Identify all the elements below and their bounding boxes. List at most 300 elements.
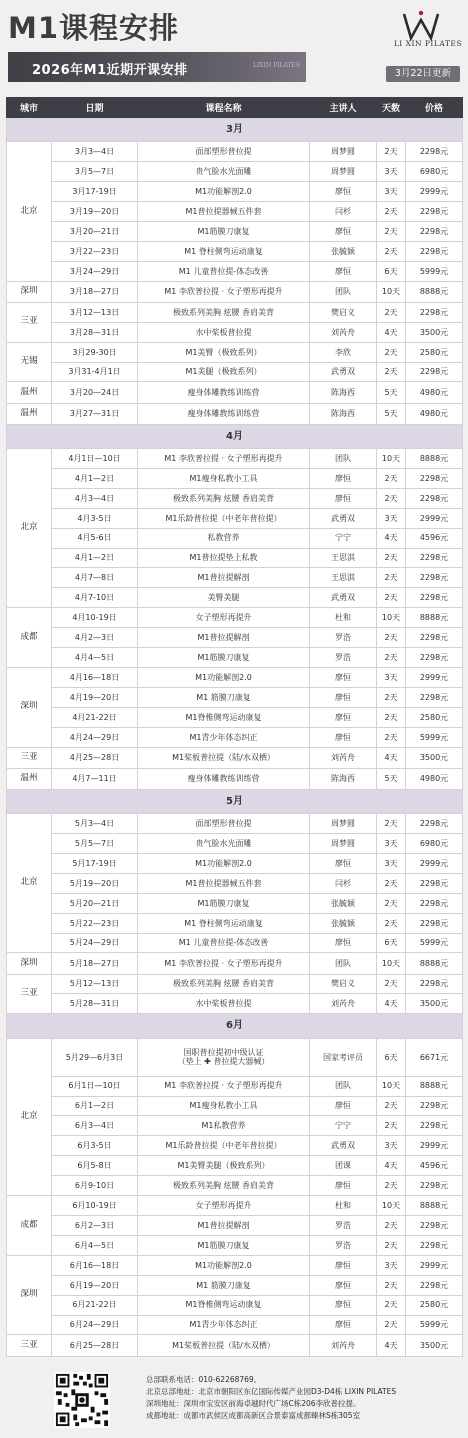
course-cell: M1 李欣普拉提 · 女子塑形再提升 <box>138 281 310 302</box>
table-row <box>7 628 463 648</box>
days-cell: 5天 <box>377 382 406 403</box>
lecturer-cell: 周梦圆 <box>310 814 377 834</box>
days-cell: 2天 <box>377 913 406 933</box>
course-cell: M1美臀美腿（极致系列） <box>138 1156 310 1176</box>
table-row <box>7 953 463 974</box>
lecturer-cell: 闫杉 <box>310 873 377 893</box>
lecturer-cell: 张毓颖 <box>310 893 377 913</box>
course-cell: M1 儿童普拉提-体态改善 <box>138 261 310 281</box>
price-cell: 5999元 <box>406 1315 463 1335</box>
month-label: 4月 <box>7 424 463 448</box>
date-cell: 4月2—3日 <box>52 628 138 648</box>
days-cell: 2天 <box>377 814 406 834</box>
date-cell: 3月24—29日 <box>52 261 138 281</box>
page-header <box>0 0 468 92</box>
table-row <box>7 468 463 488</box>
schedule-table-container <box>6 97 462 1357</box>
days-cell: 2天 <box>377 1315 406 1335</box>
schedule-banner <box>8 52 306 82</box>
table-row <box>7 162 463 182</box>
date-cell: 4月19—20日 <box>52 687 138 707</box>
course-cell: 国职普拉提初中级认证 （垫上 ✚ 普拉提大器械） <box>138 1038 310 1076</box>
course-cell: 极致系列美胸 炫腰 香肩美背 <box>138 1176 310 1196</box>
days-cell: 4天 <box>377 322 406 342</box>
month-label: 5月 <box>7 789 463 813</box>
table-row <box>7 1295 463 1315</box>
table-row <box>7 142 463 162</box>
course-cell: M1乐龄普拉提（中老年普拉提） <box>138 1136 310 1156</box>
days-cell: 2天 <box>377 727 406 747</box>
days-cell: 2天 <box>377 468 406 488</box>
month-header-row <box>7 118 463 142</box>
days-cell: 2天 <box>377 142 406 162</box>
course-cell: 极致系列美胸 炫腰 香肩美背 <box>138 488 310 508</box>
table-row <box>7 768 463 789</box>
lecturer-cell: 刘芮舟 <box>310 1335 377 1357</box>
city-cell: 三亚 <box>7 302 52 342</box>
table-row <box>7 281 463 302</box>
city-cell: 北京 <box>7 814 52 953</box>
course-cell: M1乐龄普拉提（中老年普拉提） <box>138 508 310 528</box>
month-header-row <box>7 789 463 813</box>
course-cell: M1功能解剖2.0 <box>138 1255 310 1275</box>
city-cell: 成都 <box>7 1196 52 1256</box>
date-cell: 5月22—23日 <box>52 913 138 933</box>
days-cell: 2天 <box>377 241 406 261</box>
date-cell: 5月5—7日 <box>52 834 138 854</box>
month-header-row <box>7 1014 463 1038</box>
price-cell: 8888元 <box>406 608 463 628</box>
course-cell: M1 脊柱侧弯运动康复 <box>138 913 310 933</box>
price-cell: 8888元 <box>406 281 463 302</box>
price-cell: 2298元 <box>406 893 463 913</box>
date-cell: 4月1日—10日 <box>52 448 138 468</box>
hq-phone: 总部联系电话：010-62268769。 <box>146 1375 262 1384</box>
course-cell: 极致系列美胸 炫腰 香肩美背 <box>138 974 310 994</box>
course-cell: 女子塑形再提升 <box>138 1196 310 1216</box>
date-cell: 4月3-5日 <box>52 508 138 528</box>
price-cell: 2580元 <box>406 1295 463 1315</box>
price-cell: 4980元 <box>406 768 463 789</box>
page-title: M1课程安排 <box>8 11 180 45</box>
date-cell: 3月29-30日 <box>52 342 138 362</box>
days-cell: 3天 <box>377 667 406 687</box>
table-row <box>7 1076 463 1096</box>
lecturer-cell: 廖恒 <box>310 261 377 281</box>
lecturer-cell: 罗浩 <box>310 1215 377 1235</box>
course-cell: M1青少年体态纠正 <box>138 727 310 747</box>
banner-watermark: LIXIN PILATES <box>252 62 300 69</box>
price-cell: 2298元 <box>406 468 463 488</box>
lecturer-cell: 团队 <box>310 448 377 468</box>
price-cell: 3500元 <box>406 1335 463 1357</box>
course-cell: M1功能解剖2.0 <box>138 667 310 687</box>
table-row <box>7 853 463 873</box>
days-cell: 6天 <box>377 933 406 953</box>
days-cell: 10天 <box>377 1196 406 1216</box>
city-cell: 三亚 <box>7 1335 52 1357</box>
table-row <box>7 707 463 727</box>
table-row <box>7 1038 463 1076</box>
table-row <box>7 1255 463 1275</box>
lecturer-cell: 廖恒 <box>310 1275 377 1295</box>
lecturer-cell: 罗浩 <box>310 628 377 648</box>
beijing-address: 北京总部地址：北京市朝阳区东亿国际传媒产业园D3-D4栋 LIXIN PILATES <box>146 1387 397 1396</box>
course-cell: M1 李欣普拉提 · 女子塑形再提升 <box>138 953 310 974</box>
course-cell: 水中桨板普拉提 <box>138 322 310 342</box>
days-cell: 2天 <box>377 202 406 222</box>
date-cell: 3月18—27日 <box>52 281 138 302</box>
table-row <box>7 1196 463 1216</box>
date-cell: 5月28—31日 <box>52 994 138 1014</box>
month-label: 3月 <box>7 118 463 142</box>
table-row <box>7 548 463 568</box>
date-cell: 4月7-10日 <box>52 588 138 608</box>
date-cell: 6月3-5日 <box>52 1136 138 1156</box>
table-row <box>7 1215 463 1235</box>
contact-info <box>146 1374 396 1422</box>
price-cell: 6980元 <box>406 834 463 854</box>
lecturer-cell: 周梦圆 <box>310 834 377 854</box>
days-cell: 2天 <box>377 974 406 994</box>
shenzhen-address: 深圳地址：深圳市宝安区前海卓越时代广场C栋206李欣普拉提。 <box>146 1399 361 1408</box>
course-cell: M1美臀（极致系列） <box>138 342 310 362</box>
lecturer-cell: 杜和 <box>310 1196 377 1216</box>
date-cell: 6月1日—10日 <box>52 1076 138 1096</box>
price-cell: 2298元 <box>406 814 463 834</box>
table-row <box>7 508 463 528</box>
date-cell: 3月19—20日 <box>52 202 138 222</box>
date-cell: 4月21-22日 <box>52 707 138 727</box>
logo-text: LI XIN PILATES <box>393 39 462 48</box>
course-cell: 贵气脸水光面雕 <box>138 834 310 854</box>
price-cell: 8888元 <box>406 1196 463 1216</box>
city-cell: 深圳 <box>7 667 52 747</box>
days-cell: 4天 <box>377 747 406 768</box>
city-cell: 温州 <box>7 403 52 424</box>
date-cell: 6月21-22日 <box>52 1295 138 1315</box>
table-row <box>7 747 463 768</box>
column-header: 课程名称 <box>138 98 310 118</box>
days-cell: 10天 <box>377 281 406 302</box>
price-cell: 2298元 <box>406 548 463 568</box>
city-cell: 深圳 <box>7 1255 52 1335</box>
days-cell: 2天 <box>377 893 406 913</box>
column-header: 城市 <box>7 98 52 118</box>
date-cell: 4月1—2日 <box>52 548 138 568</box>
price-cell: 2580元 <box>406 707 463 727</box>
price-cell: 3500元 <box>406 994 463 1014</box>
lecturer-cell: 陈海西 <box>310 382 377 403</box>
schedule-body <box>7 118 463 1357</box>
lecturer-cell: 廖恒 <box>310 667 377 687</box>
city-cell: 三亚 <box>7 747 52 768</box>
days-cell: 10天 <box>377 448 406 468</box>
days-cell: 10天 <box>377 1076 406 1096</box>
days-cell: 2天 <box>377 1096 406 1116</box>
month-header-row <box>7 424 463 448</box>
course-cell: M1 脊柱侧弯运动康复 <box>138 241 310 261</box>
date-cell: 6月3—4日 <box>52 1116 138 1136</box>
days-cell: 2天 <box>377 707 406 727</box>
lecturer-cell: 团队 <box>310 281 377 302</box>
city-cell: 成都 <box>7 608 52 668</box>
days-cell: 2天 <box>377 588 406 608</box>
date-cell: 6月2—3日 <box>52 1215 138 1235</box>
date-cell: 5月24—29日 <box>52 933 138 953</box>
course-cell: M1青少年体态纠正 <box>138 1315 310 1335</box>
days-cell: 2天 <box>377 488 406 508</box>
table-row <box>7 202 463 222</box>
price-cell: 2298元 <box>406 568 463 588</box>
column-header: 价格 <box>406 98 463 118</box>
lecturer-cell: 周梦圆 <box>310 142 377 162</box>
table-row <box>7 1156 463 1176</box>
days-cell: 2天 <box>377 1176 406 1196</box>
date-cell: 4月25—28日 <box>52 747 138 768</box>
date-cell: 4月1—2日 <box>52 468 138 488</box>
course-cell: 女子塑形再提升 <box>138 608 310 628</box>
price-cell: 5999元 <box>406 261 463 281</box>
lecturer-cell: 团队 <box>310 1076 377 1096</box>
table-row <box>7 1235 463 1255</box>
lecturer-cell: 宁宁 <box>310 528 377 548</box>
course-cell: M1 筋膜刀康复 <box>138 687 310 707</box>
price-cell: 3500元 <box>406 747 463 768</box>
days-cell: 5天 <box>377 403 406 424</box>
lecturer-cell: 宁宁 <box>310 1116 377 1136</box>
days-cell: 3天 <box>377 508 406 528</box>
course-cell: M1瘦身私教小工具 <box>138 1096 310 1116</box>
course-cell: M1普拉提垫上私教 <box>138 548 310 568</box>
lecturer-cell: 国家考评员 <box>310 1038 377 1076</box>
lecturer-cell: 廖恒 <box>310 182 377 202</box>
date-cell: 6月25—28日 <box>52 1335 138 1357</box>
lecturer-cell: 陈海西 <box>310 768 377 789</box>
schedule-table <box>6 97 463 1357</box>
lecturer-cell: 廖恒 <box>310 687 377 707</box>
column-header: 天数 <box>377 98 406 118</box>
lecturer-cell: 武勇双 <box>310 362 377 382</box>
contact-footer <box>0 1362 468 1438</box>
table-row <box>7 893 463 913</box>
table-row <box>7 933 463 953</box>
table-row <box>7 588 463 608</box>
course-cell: 贵气脸水光面雕 <box>138 162 310 182</box>
days-cell: 2天 <box>377 568 406 588</box>
table-row <box>7 241 463 261</box>
date-cell: 3月5—7日 <box>52 162 138 182</box>
course-cell: 极致系列美胸 炫腰 香肩美背 <box>138 302 310 322</box>
course-cell: M1普拉提解剖 <box>138 1215 310 1235</box>
price-cell: 2298元 <box>406 362 463 382</box>
price-cell: 4596元 <box>406 528 463 548</box>
price-cell: 6980元 <box>406 162 463 182</box>
course-cell: M1筋膜刀康复 <box>138 648 310 668</box>
table-row <box>7 342 463 362</box>
city-cell: 深圳 <box>7 953 52 974</box>
course-cell: 私教营养 <box>138 528 310 548</box>
date-cell: 4月7—11日 <box>52 768 138 789</box>
price-cell: 2298元 <box>406 241 463 261</box>
course-cell: M1瘦身私教小工具 <box>138 468 310 488</box>
price-cell: 2580元 <box>406 342 463 362</box>
date-cell: 6月9-10日 <box>52 1176 138 1196</box>
city-cell: 北京 <box>7 1038 52 1195</box>
lecturer-cell: 刘芮舟 <box>310 322 377 342</box>
city-cell: 三亚 <box>7 974 52 1014</box>
table-row <box>7 182 463 202</box>
table-header-row <box>7 98 463 118</box>
lecturer-cell: 廖恒 <box>310 1176 377 1196</box>
date-cell: 6月24—29日 <box>52 1315 138 1335</box>
city-cell: 北京 <box>7 448 52 607</box>
days-cell: 2天 <box>377 362 406 382</box>
days-cell: 3天 <box>377 853 406 873</box>
course-cell: M1普拉提器械五件套 <box>138 202 310 222</box>
lecturer-cell: 李欣 <box>310 342 377 362</box>
date-cell: 4月7—8日 <box>52 568 138 588</box>
course-cell: M1 李欣普拉提 · 女子塑形再提升 <box>138 448 310 468</box>
date-cell: 5月20—21日 <box>52 893 138 913</box>
table-row <box>7 448 463 468</box>
lecturer-cell: 陈海西 <box>310 403 377 424</box>
days-cell: 2天 <box>377 648 406 668</box>
table-row <box>7 834 463 854</box>
month-label: 6月 <box>7 1014 463 1038</box>
date-cell: 3月27—31日 <box>52 403 138 424</box>
chengdu-address: 成都地址：成都市武侯区成都高新区合景泰富成都臻林S栋305室 <box>146 1411 361 1420</box>
price-cell: 2298元 <box>406 628 463 648</box>
days-cell: 10天 <box>377 608 406 628</box>
table-row <box>7 302 463 322</box>
date-cell: 6月4—5日 <box>52 1235 138 1255</box>
table-row <box>7 403 463 424</box>
lecturer-cell: 张毓颖 <box>310 241 377 261</box>
lecturer-cell: 廖恒 <box>310 933 377 953</box>
price-cell: 2298元 <box>406 302 463 322</box>
date-cell: 5月19—20日 <box>52 873 138 893</box>
price-cell: 8888元 <box>406 953 463 974</box>
days-cell: 3天 <box>377 182 406 202</box>
price-cell: 4980元 <box>406 403 463 424</box>
table-row <box>7 913 463 933</box>
days-cell: 2天 <box>377 1295 406 1315</box>
price-cell: 2298元 <box>406 648 463 668</box>
column-header: 日期 <box>52 98 138 118</box>
course-cell: 瘦身体雕教练训练营 <box>138 768 310 789</box>
price-cell: 5999元 <box>406 933 463 953</box>
lecturer-cell: 杜和 <box>310 608 377 628</box>
course-cell: 瘦身体雕教练训练营 <box>138 403 310 424</box>
lecturer-cell: 刘芮舟 <box>310 747 377 768</box>
price-cell: 2999元 <box>406 1255 463 1275</box>
days-cell: 4天 <box>377 1156 406 1176</box>
table-row <box>7 814 463 834</box>
date-cell: 3月20—24日 <box>52 382 138 403</box>
course-cell: M1 儿童普拉提-体态改善 <box>138 933 310 953</box>
lecturer-cell: 武勇双 <box>310 1136 377 1156</box>
table-row <box>7 322 463 342</box>
price-cell: 2298元 <box>406 222 463 242</box>
price-cell: 4980元 <box>406 382 463 403</box>
table-row <box>7 1116 463 1136</box>
date-cell: 6月16—18日 <box>52 1255 138 1275</box>
course-cell: M1脊椎侧弯运动康复 <box>138 707 310 727</box>
qr-code-icon <box>54 1372 110 1428</box>
date-cell: 4月16—18日 <box>52 667 138 687</box>
table-row <box>7 873 463 893</box>
course-cell: M1筋膜刀康复 <box>138 893 310 913</box>
date-cell: 6月5-8日 <box>52 1156 138 1176</box>
days-cell: 2天 <box>377 1215 406 1235</box>
price-cell: 2999元 <box>406 853 463 873</box>
course-cell: M1脊椎侧弯运动康复 <box>138 1295 310 1315</box>
table-row <box>7 1176 463 1196</box>
table-row <box>7 362 463 382</box>
price-cell: 2298元 <box>406 687 463 707</box>
lecturer-cell: 廖恒 <box>310 222 377 242</box>
date-cell: 4月3—4日 <box>52 488 138 508</box>
update-date-badge: 3月22日更新 <box>386 66 460 82</box>
course-cell: 面部塑形普拉提 <box>138 814 310 834</box>
date-cell: 4月4—5日 <box>52 648 138 668</box>
price-cell: 6671元 <box>406 1038 463 1076</box>
lecturer-cell: 廖恒 <box>310 727 377 747</box>
lecturer-cell: 廖恒 <box>310 1315 377 1335</box>
course-cell: 美臀美腿 <box>138 588 310 608</box>
course-cell: M1美腿（极致系列） <box>138 362 310 382</box>
price-cell: 3500元 <box>406 322 463 342</box>
city-cell: 北京 <box>7 142 52 281</box>
price-cell: 2298元 <box>406 1176 463 1196</box>
course-cell: M1 李欣普拉提 · 女子塑形再提升 <box>138 1076 310 1096</box>
days-cell: 3天 <box>377 1255 406 1275</box>
price-cell: 2999元 <box>406 1136 463 1156</box>
course-cell: M1私教营养 <box>138 1116 310 1136</box>
table-row <box>7 261 463 281</box>
days-cell: 2天 <box>377 222 406 242</box>
lecturer-cell: 廖恒 <box>310 1255 377 1275</box>
lecturer-cell: 廖恒 <box>310 468 377 488</box>
days-cell: 4天 <box>377 994 406 1014</box>
days-cell: 2天 <box>377 302 406 322</box>
course-cell: M1普拉提解剖 <box>138 568 310 588</box>
city-cell: 无锡 <box>7 342 52 382</box>
days-cell: 3天 <box>377 834 406 854</box>
date-cell: 6月19—20日 <box>52 1275 138 1295</box>
days-cell: 2天 <box>377 342 406 362</box>
lecturer-cell: 张毓颖 <box>310 913 377 933</box>
table-row <box>7 1315 463 1335</box>
price-cell: 2298元 <box>406 1275 463 1295</box>
price-cell: 2298元 <box>406 588 463 608</box>
course-cell: M1功能解剖2.0 <box>138 182 310 202</box>
lecturer-cell: 王思淇 <box>310 568 377 588</box>
table-row <box>7 994 463 1014</box>
table-row <box>7 568 463 588</box>
city-cell: 温州 <box>7 382 52 403</box>
price-cell: 2298元 <box>406 873 463 893</box>
days-cell: 10天 <box>377 953 406 974</box>
lecturer-cell: 罗浩 <box>310 648 377 668</box>
table-row <box>7 608 463 628</box>
days-cell: 4天 <box>377 1335 406 1357</box>
table-row <box>7 667 463 687</box>
days-cell: 2天 <box>377 873 406 893</box>
price-cell: 4596元 <box>406 1156 463 1176</box>
course-cell: M1筋膜刀康复 <box>138 1235 310 1255</box>
